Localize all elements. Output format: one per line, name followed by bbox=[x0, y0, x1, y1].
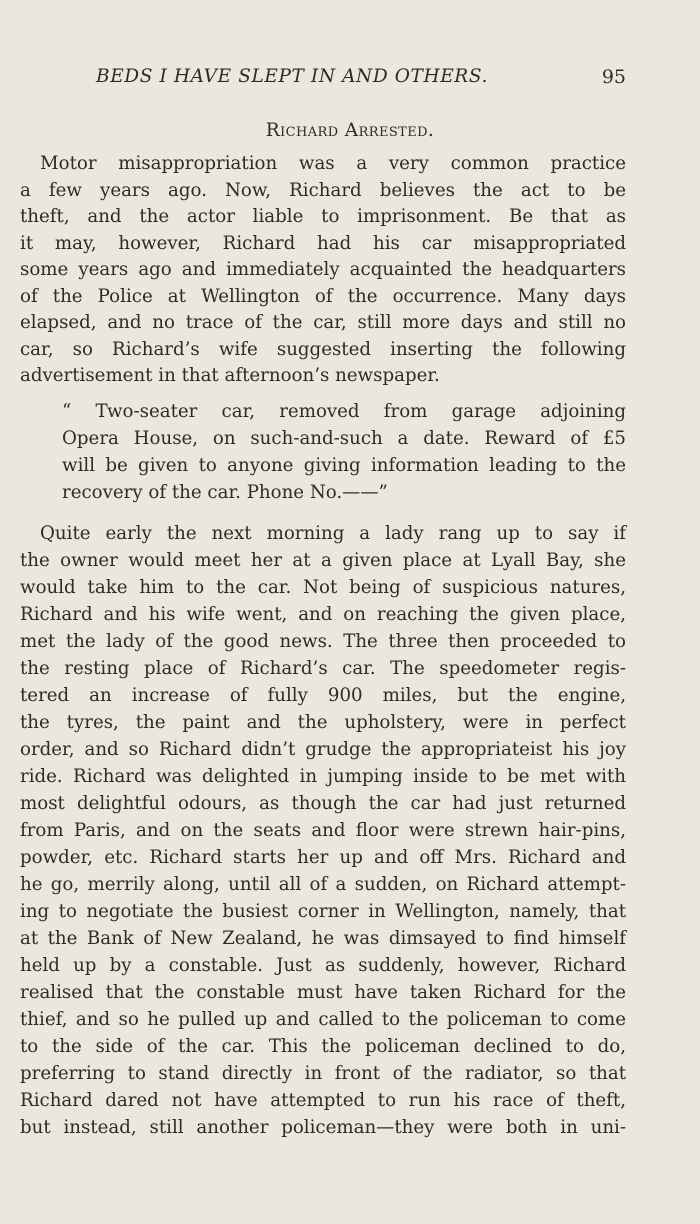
text-line: of the Police at Wellington of the occurrence. Many days bbox=[20, 285, 626, 307]
text-line: Motor misappropriation was a very common practice bbox=[40, 153, 626, 174]
text-line: will be given to anyone giving information leading to the bbox=[62, 455, 626, 476]
section-heading: Richard Arrested. bbox=[265, 120, 435, 141]
text-line: he go, merrily along, until all of a sudden, on Richard attempt- bbox=[20, 874, 626, 895]
text-line: realised that the constable must have taken Richard for the bbox=[20, 982, 626, 1003]
running-title: BEDS I HAVE SLEPT IN AND OTHERS. bbox=[96, 66, 488, 87]
text-line: elapsed, and no trace of the car, still more days and still no bbox=[20, 312, 626, 333]
text-line: order, and so Richard didn’t grudge the appropriateist his joy bbox=[20, 739, 626, 760]
page-number: 95 bbox=[601, 66, 626, 88]
text-line: but instead, still another policeman—they were both in uni- bbox=[20, 1117, 626, 1138]
text-line: a few years ago. Now, Richard believes the act to be bbox=[20, 179, 626, 201]
text-line: theft, and the actor liable to imprisonment. Be that as bbox=[20, 206, 626, 227]
advertisement-quote bbox=[62, 398, 626, 506]
text-line: it may, however, Richard had his car misappropriated bbox=[20, 232, 626, 254]
text-line: Richard dared not have attempted to run his race of theft, bbox=[20, 1090, 626, 1111]
text-line: most delightful odours, as though the car had just returned bbox=[20, 793, 626, 814]
paragraph-2 bbox=[20, 520, 626, 1141]
text-line: the owner would meet her at a given place at Lyall Bay, she bbox=[20, 550, 626, 571]
paragraph-1 bbox=[20, 151, 626, 390]
text-line: Opera House, on such-and-such a date. Reward of £5 bbox=[62, 428, 626, 449]
text-line: ride. Richard was delighted in jumping inside to be met with bbox=[20, 766, 626, 787]
text-line: the resting place of Richard’s car. The speedometer regis- bbox=[20, 658, 626, 679]
text-line: Quite early the next morning a lady rang up to say if bbox=[40, 523, 626, 544]
text-line: some years ago and immediately acquainted the headquarters bbox=[20, 259, 626, 280]
text-line: recovery of the car. Phone No.——” bbox=[62, 482, 388, 503]
text-line: “ Two-seater car, removed from garage adjoining bbox=[62, 401, 626, 422]
text-line: thief, and so he pulled up and called to the policeman to come bbox=[20, 1009, 626, 1030]
text-line: from Paris, and on the seats and floor were strewn hair-pins, bbox=[20, 820, 626, 841]
running-head bbox=[96, 66, 626, 96]
text-line: at the Bank of New Zealand, he was dimsayed to find himself bbox=[20, 928, 626, 949]
text-line: ing to negotiate the busiest corner in Wellington, namely, that bbox=[20, 901, 626, 922]
text-line: preferring to stand directly in front of the radiator, so that bbox=[20, 1063, 626, 1084]
text-line: advertisement in that afternoon’s newspaper. bbox=[20, 365, 440, 386]
text-line: powder, etc. Richard starts her up and off Mrs. Richard and bbox=[20, 847, 626, 868]
text-line: tered an increase of fully 900 miles, but the engine, bbox=[20, 685, 626, 706]
text-line: Richard and his wife went, and on reaching the given place, bbox=[20, 604, 626, 625]
text-line: car, so Richard’s wife suggested inserting the following bbox=[20, 338, 626, 360]
text-line: the tyres, the paint and the upholstery, were in perfect bbox=[20, 712, 626, 733]
text-line: held up by a constable. Just as suddenly, however, Richard bbox=[20, 955, 626, 976]
text-line: to the side of the car. This the policeman declined to do, bbox=[20, 1036, 626, 1057]
text-line: met the lady of the good news. The three then proceeded to bbox=[20, 631, 626, 652]
text-line: would take him to the car. Not being of suspicious natures, bbox=[20, 577, 626, 598]
